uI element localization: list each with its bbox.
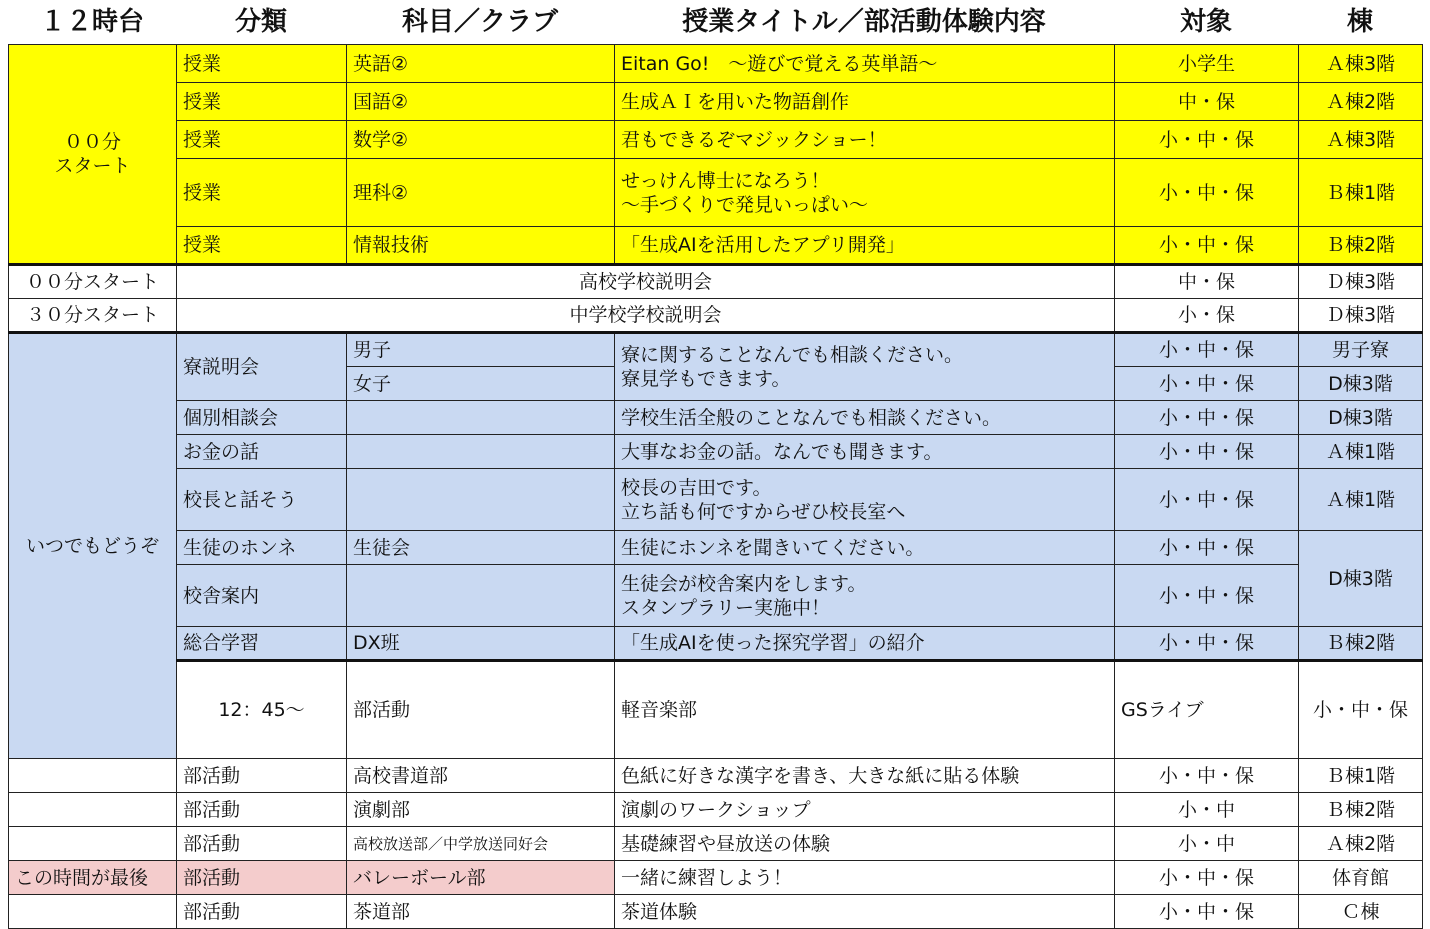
target-cell: 小・中・保: [1299, 661, 1423, 759]
category-cell: 授業: [177, 159, 347, 227]
schedule-table: [8, 44, 1423, 929]
title-cell: 高校学校説明会: [177, 265, 1115, 299]
table-row: [9, 299, 1423, 333]
target-cell: 小・中・保: [1115, 565, 1299, 627]
title-cell: 校長の吉田です。 立ち話も何ですからぜひ校長室へ: [615, 469, 1115, 531]
building-cell: D棟3階: [1299, 401, 1423, 435]
category-cell: 校舎案内: [177, 565, 347, 627]
subject-cell: [347, 469, 615, 531]
subject-cell: 生徒会: [347, 531, 615, 565]
subject-cell: 茶道部: [347, 895, 615, 929]
title-cell: 「生成AIを活用したアプリ開発」: [615, 227, 1115, 265]
category-cell: 部活動: [177, 793, 347, 827]
building-cell: D棟3階: [1299, 531, 1423, 627]
header-title: 授業タイトル／部活動体験内容: [682, 7, 1046, 37]
target-cell: 小・中・保: [1115, 159, 1299, 227]
category-cell: 生徒のホンネ: [177, 531, 347, 565]
target-cell: 中・保: [1115, 265, 1299, 299]
target-cell: 小・中・保: [1115, 121, 1299, 159]
building-cell: Ｃ棟: [1299, 895, 1423, 929]
header-subject: 科目／クラブ: [401, 7, 558, 37]
subject-cell: 演劇部: [347, 793, 615, 827]
title-cell: Eitan Go! ～遊びで覚える英単語～: [615, 45, 1115, 83]
table-row: [9, 333, 1423, 367]
subject-cell: 理科②: [347, 159, 615, 227]
subject-cell: 英語②: [347, 45, 615, 83]
header-category: 分類: [234, 7, 287, 37]
target-cell: 小学生: [1115, 45, 1299, 83]
subject-cell: 数学②: [347, 121, 615, 159]
last-time-label: この時間が最後: [9, 861, 177, 895]
table-row: [9, 265, 1423, 299]
building-cell: Ｂ棟2階: [1299, 793, 1423, 827]
subject-cell: DX班: [347, 627, 615, 661]
building-cell: Ｄ棟3階: [1299, 299, 1423, 333]
time-slot-00-start: ００分スタート: [9, 265, 177, 299]
building-cell: D棟3階: [1299, 367, 1423, 401]
time-slot-30-start: ３０分スタート: [9, 299, 177, 333]
category-cell: 部活動: [177, 759, 347, 793]
category-cell: 授業: [177, 227, 347, 265]
building-cell: Ａ棟3階: [1299, 121, 1423, 159]
category-cell: 授業: [177, 45, 347, 83]
subject-cell: 高校放送部／中学放送同好会: [347, 827, 615, 861]
subject-cell: バレーボール部: [347, 861, 615, 895]
title-cell: 君もできるぞマジックショー！: [615, 121, 1115, 159]
title-cell: 生徒にホンネを聞きいてください。: [615, 531, 1115, 565]
table-row: [9, 227, 1423, 265]
target-cell: 小・中・保: [1115, 401, 1299, 435]
building-cell: Ａ棟1階: [1299, 435, 1423, 469]
building-cell: 体育館: [1299, 861, 1423, 895]
time-cell: [9, 759, 177, 793]
category-cell: 個別相談会: [177, 401, 347, 435]
target-cell: 小・中・保: [1115, 627, 1299, 661]
target-cell: 小・中: [1115, 827, 1299, 861]
table-row: [9, 435, 1423, 469]
title-cell: 学校生活全般のことなんでも相談ください。: [615, 401, 1115, 435]
time-cell: [9, 793, 177, 827]
target-cell: 中・保: [1115, 83, 1299, 121]
title-cell: せっけん博士になろう！ ～手づくりで発見いっぱい～: [615, 159, 1115, 227]
title-cell: 生徒会が校舎案内をします。 スタンプラリー実施中！: [615, 565, 1115, 627]
time-slot-anytime: いつでもどうぞ: [9, 333, 177, 759]
time-slot-1245: 12：45～: [177, 661, 347, 759]
target-cell: 小・中・保: [1115, 435, 1299, 469]
target-cell: 小・中・保: [1115, 531, 1299, 565]
category-cell: 授業: [177, 83, 347, 121]
subject-cell: [347, 435, 615, 469]
category-cell: 授業: [177, 121, 347, 159]
target-cell: 小・中・保: [1115, 759, 1299, 793]
building-cell: Ａ棟2階: [1299, 83, 1423, 121]
subject-cell: 男子: [347, 333, 615, 367]
category-cell: 部活動: [177, 827, 347, 861]
subject-cell: 軽音楽部: [615, 661, 1115, 759]
time-slot-00: ００分 スタート: [9, 45, 177, 265]
subject-cell: 国語②: [347, 83, 615, 121]
category-cell: 寮説明会: [177, 333, 347, 401]
table-row: [9, 565, 1423, 627]
table-row: [9, 469, 1423, 531]
building-cell: Ａ棟2階: [1299, 827, 1423, 861]
header-time: １２時台: [39, 7, 144, 37]
target-cell: 小・保: [1115, 299, 1299, 333]
category-cell: 部活動: [177, 895, 347, 929]
category-cell: 部活動: [177, 861, 347, 895]
time-cell: [9, 827, 177, 861]
building-cell: 男子寮: [1299, 333, 1423, 367]
target-cell: 小・中: [1115, 793, 1299, 827]
subject-cell: 情報技術: [347, 227, 615, 265]
target-cell: 小・中・保: [1115, 861, 1299, 895]
target-cell: 小・中・保: [1115, 333, 1299, 367]
table-row: [9, 45, 1423, 83]
title-cell: GSライブ: [1115, 661, 1299, 759]
header-building: 棟: [1346, 7, 1373, 37]
building-cell: Ｂ棟1階: [1299, 759, 1423, 793]
building-cell: Ｂ棟1階: [1299, 159, 1423, 227]
title-cell: 中学校学校説明会: [177, 299, 1115, 333]
table-row: [9, 401, 1423, 435]
table-row: [9, 661, 1423, 759]
title-cell: 色紙に好きな漢字を書き、大きな紙に貼る体験: [615, 759, 1115, 793]
table-row: [9, 861, 1423, 895]
header-target: 対象: [1179, 7, 1232, 37]
table-row: [9, 759, 1423, 793]
table-row: [9, 793, 1423, 827]
building-cell: Ａ棟3階: [1299, 45, 1423, 83]
target-cell: 小・中・保: [1115, 227, 1299, 265]
target-cell: 小・中・保: [1115, 895, 1299, 929]
title-cell: 大事なお金の話。なんでも聞きます。: [615, 435, 1115, 469]
category-cell: 総合学習: [177, 627, 347, 661]
building-cell: Ａ棟1階: [1299, 469, 1423, 531]
table-row: [9, 895, 1423, 929]
category-cell: 部活動: [347, 661, 615, 759]
category-cell: 校長と話そう: [177, 469, 347, 531]
table-row: [9, 531, 1423, 565]
table-row: [9, 121, 1423, 159]
building-cell: Ｄ棟3階: [1299, 265, 1423, 299]
title-cell: 演劇のワークショップ: [615, 793, 1115, 827]
subject-cell: [347, 401, 615, 435]
subject-cell: 高校書道部: [347, 759, 615, 793]
title-cell: 「生成AIを使った探究学習」の紹介: [615, 627, 1115, 661]
title-cell: 寮に関することなんでも相談ください。 寮見学もできます。: [615, 333, 1115, 401]
building-cell: Ｂ棟2階: [1299, 227, 1423, 265]
title-cell: 生成ＡＩを用いた物語創作: [615, 83, 1115, 121]
time-cell: [9, 895, 177, 929]
table-row: [9, 159, 1423, 227]
table-row: [9, 627, 1423, 661]
target-cell: 小・中・保: [1115, 469, 1299, 531]
title-cell: 基礎練習や昼放送の体験: [615, 827, 1115, 861]
title-cell: 茶道体験: [615, 895, 1115, 929]
table-row: [9, 827, 1423, 861]
category-cell: お金の話: [177, 435, 347, 469]
target-cell: 小・中・保: [1115, 367, 1299, 401]
subject-cell: 女子: [347, 367, 615, 401]
title-cell: 一緒に練習しよう！: [615, 861, 1115, 895]
subject-cell: [347, 565, 615, 627]
table-row: [9, 83, 1423, 121]
building-cell: Ｂ棟2階: [1299, 627, 1423, 661]
